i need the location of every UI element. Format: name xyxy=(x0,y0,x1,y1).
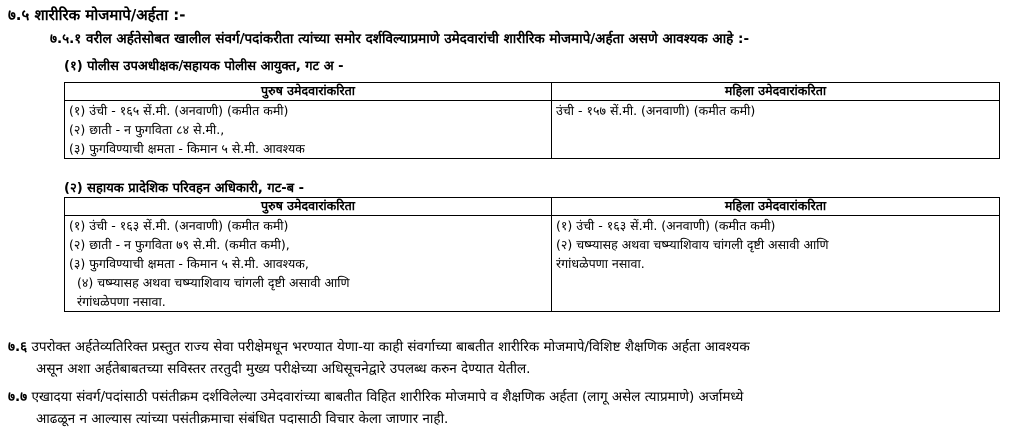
requirement-line: (१) उंची - १६३ सें.मी. (अनवाणी) (कमीत कमी) xyxy=(69,218,289,233)
paragraph-7-7 xyxy=(8,386,1018,430)
male-requirements xyxy=(65,101,552,159)
female-requirements xyxy=(552,101,1000,159)
paragraph-7-6 xyxy=(8,336,1018,380)
female-header: महिला उमेदवारांकरिता xyxy=(552,83,1000,101)
paragraph-text: असून अशा अर्हतेबाबतच्या सविस्तर तरतुदी मुख्य परीक्षेच्या अधिसूचनेद्वारे उपलब्ध करुन देण्यात येतील. xyxy=(36,361,531,377)
requirements-table-1 xyxy=(64,82,1000,159)
section-heading-7-5: ७.५ शारीरिक मोजमापे/अर्हता :- xyxy=(8,6,186,24)
requirement-line: (२) चष्म्यासह अथवा चष्म्याशिवाय चांगली दृष्टी असावी आणि xyxy=(556,237,829,252)
subsection-heading-7-5-1: ७.५.१ वरील अर्हतेसोबत खालील संवर्ग/पदांकरीता त्यांच्या समोर दर्शविल्याप्रमाणे उमेदवारांची शारीरिक मोजमापे/अर्हता असणे आवश्यक आहे :- xyxy=(50,31,750,47)
paragraph-text: एखादया संवर्ग/पदांसाठी पसंतीक्रम दर्शविलेल्या उमेदवारांच्या बाबतीत विहित शारीरिक मोजमापे व शैक्षणिक अर्हता (लागू असेल त्याप्रमाणे) अर्जामध्ये xyxy=(31,389,744,405)
requirement-line: रंगांधळेपणा नसावा. xyxy=(556,256,645,271)
requirement-line: रंगांधळेपणा नसावा. xyxy=(77,294,166,309)
male-header: पुरुष उमेदवारांकरिता xyxy=(65,198,552,216)
requirement-line: (१) उंची - १६३ सें.मी. (अनवाणी) (कमीत कमी) xyxy=(556,218,776,233)
requirement-line: उंची - १५७ सें.मी. (अनवाणी) (कमीत कमी) xyxy=(556,103,756,118)
male-requirements xyxy=(65,216,552,312)
paragraph-text: उपरोक्त अर्हतेव्यतिरिक्त प्रस्तुत राज्य सेवा परीक्षेमधून भरण्यात येणा-या काही संवर्गाच्या बाबतीत शारीरिक मोजमापे/विशिष्ट शैक्षणिक अर्हता आवश्यक xyxy=(31,339,750,355)
category-1-title: (१) पोलीस उपअधीक्षक/सहायक पोलीस आयुक्त, गट अ - xyxy=(64,59,344,74)
male-header: पुरुष उमेदवारांकरिता xyxy=(65,83,552,101)
requirement-line: (३) फुगविण्याची क्षमता - किमान ५ से.मी. आवश्यक xyxy=(69,141,305,156)
requirement-line: (१) उंची - १६५ सें.मी. (अनवाणी) (कमीत कमी) xyxy=(69,103,289,118)
paragraph-number: ७.७ xyxy=(8,389,28,405)
category-2-title: (२) सहायक प्रादेशिक परिवहन अधिकारी, गट-ब - xyxy=(64,181,305,196)
requirement-line: (४) चष्म्यासह अथवा चष्म्याशिवाय चांगली दृष्टी असावी आणि xyxy=(77,275,350,290)
female-header: महिला उमेदवारांकरिता xyxy=(552,198,1000,216)
female-requirements xyxy=(552,216,1000,312)
requirement-line: (३) फुगविण्याची क्षमता - किमान ५ से.मी. आवश्यक, xyxy=(69,256,309,271)
requirement-line: (२) छाती - न फुगविता ८४ से.मी., xyxy=(69,122,225,137)
requirement-line: (२) छाती - न फुगविता ७९ से.मी. (कमीत कमी), xyxy=(69,237,290,252)
paragraph-text: आढळून न आल्यास त्यांच्या पसंतीक्रमाचा संबंधित पदासाठी विचार केला जाणार नाही. xyxy=(36,411,449,427)
paragraph-number: ७.६ xyxy=(8,339,28,355)
requirements-table-2 xyxy=(64,197,1000,312)
